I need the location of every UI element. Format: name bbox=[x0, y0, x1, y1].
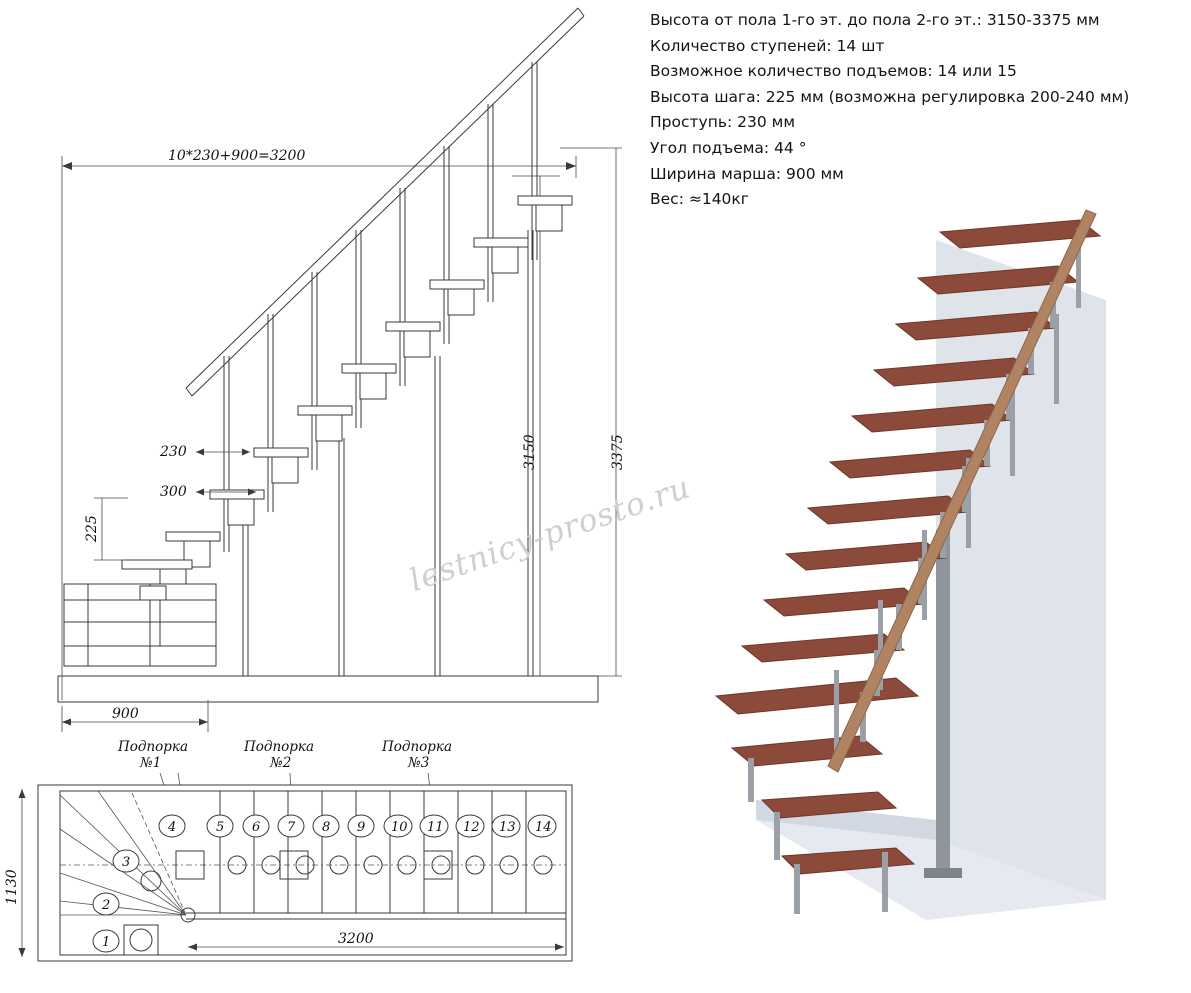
spec-line-step-height: Высота шага: 225 мм (возможна регулировка 200-240 мм) bbox=[650, 87, 1130, 106]
plan-step-number bbox=[384, 815, 412, 837]
svg-text:14: 14 bbox=[535, 820, 552, 835]
dim-text-run: 10*230+900=3200 bbox=[168, 148, 306, 164]
dim-text-3150: 3150 bbox=[522, 434, 538, 470]
svg-text:6: 6 bbox=[252, 820, 261, 835]
plan-step-number bbox=[313, 815, 339, 837]
spec-line-step-count: Количество ступеней: 14 шт bbox=[650, 36, 885, 55]
plan-view bbox=[0, 733, 640, 993]
center-post bbox=[936, 530, 950, 870]
plan-step-number bbox=[278, 815, 304, 837]
svg-text:7: 7 bbox=[287, 820, 296, 835]
svg-text:1: 1 bbox=[102, 935, 111, 950]
svg-text:12: 12 bbox=[463, 820, 480, 835]
arrow-run-left bbox=[62, 162, 72, 170]
center-post-base bbox=[924, 868, 962, 878]
watermark: lestnicy-prosto.ru bbox=[405, 469, 695, 600]
arrow-run-right bbox=[566, 162, 576, 170]
support-3-label: Подпорка bbox=[382, 739, 453, 755]
svg-text:13: 13 bbox=[499, 820, 516, 835]
baluster-group bbox=[224, 62, 537, 552]
dim-text-1130: 1130 bbox=[4, 869, 20, 905]
svg-text:9: 9 bbox=[357, 820, 366, 835]
plan-step-number bbox=[420, 815, 448, 837]
dim-text-900: 900 bbox=[112, 706, 139, 722]
specification-list bbox=[650, 8, 1190, 213]
3d-render bbox=[646, 200, 1191, 990]
support-3-number: №3 bbox=[408, 755, 430, 771]
wall-panel bbox=[936, 240, 1106, 900]
plan-step-number bbox=[93, 930, 119, 952]
spec-line-weight: Вес: ≈140кг bbox=[650, 190, 749, 209]
svg-text:2: 2 bbox=[102, 898, 111, 913]
spec-line-march-width: Ширина марша: 900 мм bbox=[650, 164, 844, 183]
plan-step-number bbox=[456, 815, 484, 837]
plan-step-number bbox=[93, 893, 119, 915]
plan-step-number bbox=[159, 815, 185, 837]
dim-text-225: 225 bbox=[84, 515, 100, 542]
svg-text:4: 4 bbox=[168, 820, 177, 835]
handrail-top-cap bbox=[578, 8, 584, 16]
svg-text:8: 8 bbox=[322, 820, 331, 835]
support-2-number: №2 bbox=[270, 755, 292, 771]
winder-frame bbox=[64, 584, 216, 666]
svg-text:5: 5 bbox=[216, 820, 225, 835]
support-2-label: Подпорка bbox=[244, 739, 315, 755]
handrail-end-cap bbox=[186, 388, 192, 396]
plan-step-number bbox=[348, 815, 374, 837]
plan-step-number bbox=[492, 815, 520, 837]
svg-text:11: 11 bbox=[427, 820, 444, 835]
handrail-bottom-line bbox=[192, 16, 584, 396]
dim-text-3375: 3375 bbox=[610, 434, 626, 470]
spec-line-riser-count: Возможное количество подъемов: 14 или 15 bbox=[650, 62, 1017, 81]
floor-slab bbox=[58, 676, 598, 702]
spec-line-floor-height: Высота от пола 1-го эт. до пола 2-го эт.: 3150-3375 мм bbox=[650, 11, 1100, 29]
dim-text-300: 300 bbox=[160, 484, 187, 500]
spec-line-tread: Проступь: 230 мм bbox=[650, 113, 796, 132]
plan-step-number bbox=[243, 815, 269, 837]
plan-step-number bbox=[528, 815, 556, 837]
dim-text-3200: 3200 bbox=[338, 931, 374, 947]
plan-step-number bbox=[207, 815, 233, 837]
dim-text-230: 230 bbox=[160, 444, 187, 460]
support-1-number: №1 bbox=[140, 755, 162, 771]
svg-text:3: 3 bbox=[122, 855, 131, 870]
plan-step-number bbox=[113, 850, 139, 872]
svg-text:10: 10 bbox=[391, 820, 408, 835]
spec-line-angle: Угол подъема: 44 ° bbox=[650, 138, 807, 157]
support-1-label: Подпорка bbox=[118, 739, 189, 755]
elevation-view bbox=[0, 0, 640, 760]
